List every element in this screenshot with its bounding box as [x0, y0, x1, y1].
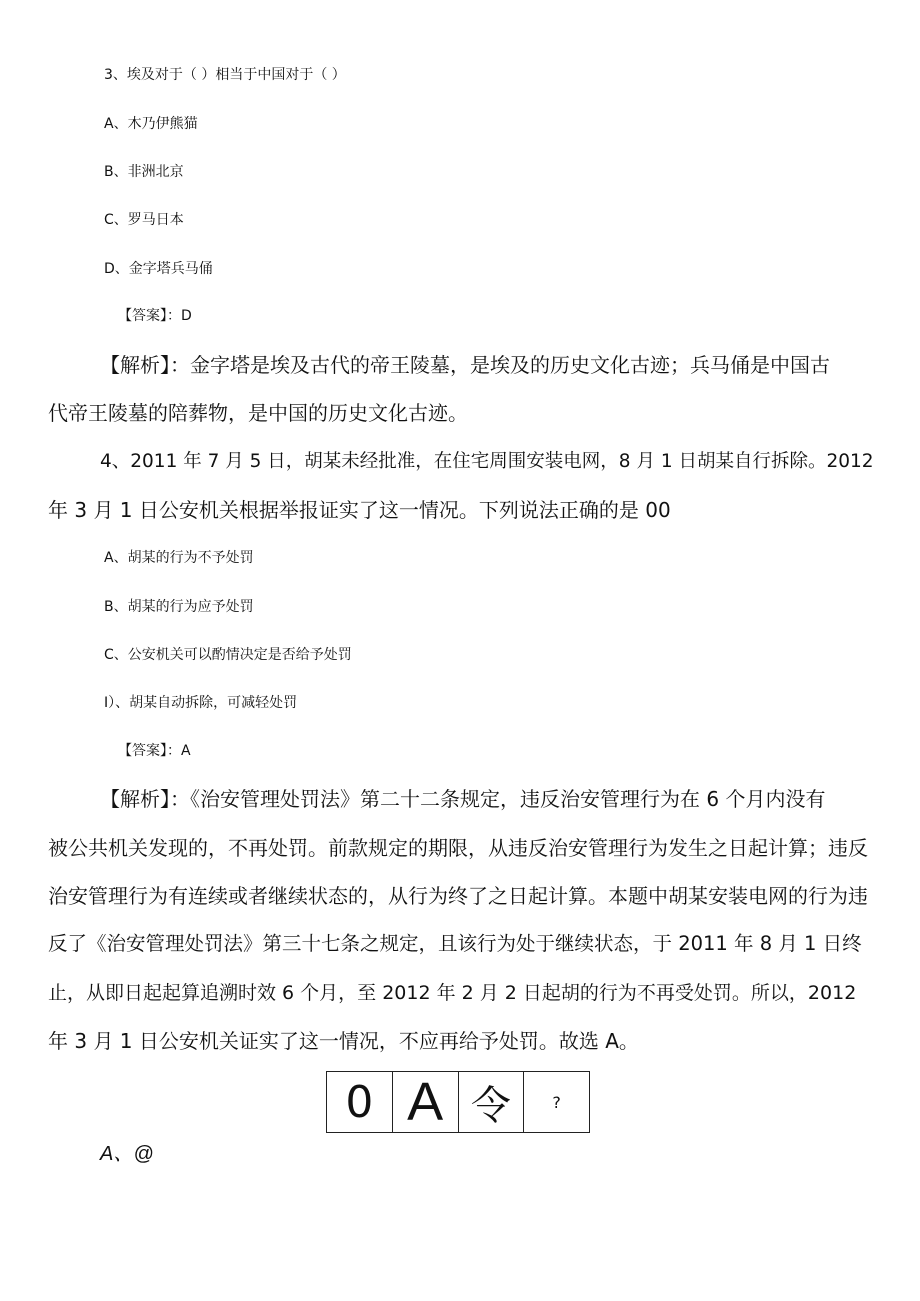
question-3-option-d: D、金字塔兵马俑 [104, 261, 213, 277]
question-3-analysis-line-2: 代帝王陵墓的陪葬物，是中国的历史文化古迹。 [48, 401, 468, 425]
question-4-analysis-line-1: 【解析】：《治安管理处罚法》第二十二条规定，违反治安管理行为在 6 个月内没有 [100, 787, 826, 811]
question-3-answer: 【答案】：D [118, 308, 192, 324]
figure-cell-question-mark: ? [552, 1092, 561, 1112]
question-4-analysis-line-3: 治安管理行为有连续或者继续状态的，从行为终了之日起计算。本题中胡某安装电网的行为违 [48, 884, 868, 908]
question-4-stem-line-1: 4、2011 年 7 月 5 日，胡某未经批准，在住宅周围安装电网，8 月 1 日胡某自行拆除。2012 [100, 451, 874, 472]
figure-sequence-grid [326, 1071, 590, 1133]
question-4-analysis-line-4: 反了《治安管理处罚法》第三十七条之规定，且该行为处于继续状态，于 2011 年 8 月 1 日终 [48, 932, 862, 955]
next-question-option-a: A、@ [100, 1143, 154, 1165]
question-4-analysis-line-2: 被公共机关发现的，不再处罚。前款规定的期限，从违反治安管理行为发生之日起计算；违反 [48, 836, 868, 860]
question-3-analysis-line-1: 【解析】：金字塔是埃及古代的帝王陵墓，是埃及的历史文化古迹；兵马俑是中国古 [100, 353, 830, 377]
question-4-option-c: C、公安机关可以酌情决定是否给予处罚 [104, 647, 352, 663]
question-4-stem-line-2: 年 3 月 1 日公安机关根据举报证实了这一情况。下列说法正确的是 00 [48, 498, 671, 522]
question-3-stem: 3、埃及对于（ ）相当于中国对于（ ） [104, 67, 346, 83]
question-4-analysis-line-6: 年 3 月 1 日公安机关证实了这一情况，不应再给予处罚。故选 A。 [48, 1029, 639, 1053]
question-3-option-b: B、非洲北京 [104, 164, 184, 180]
question-4-option-d: I）、胡某自动拆除，可减轻处罚 [104, 695, 298, 711]
question-4-analysis-line-5: 止，从即日起起算追溯时效 6 个月，至 2012 年 2 月 2 日起胡的行为不再受处罚。所以，2012 [48, 982, 857, 1004]
question-3-option-c: C、罗马日本 [104, 212, 184, 228]
figure-cell-3: 令 [459, 1072, 525, 1132]
question-4-option-a: A、胡某的行为不予处罚 [104, 550, 254, 566]
question-4-answer: 【答案】：A [118, 743, 191, 759]
question-4-option-b: B、胡某的行为应予处罚 [104, 599, 254, 615]
figure-cell-2: A [393, 1072, 459, 1132]
figure-cell-1: 0 [327, 1072, 393, 1132]
question-3-option-a: A、木乃伊熊猫 [104, 116, 198, 132]
